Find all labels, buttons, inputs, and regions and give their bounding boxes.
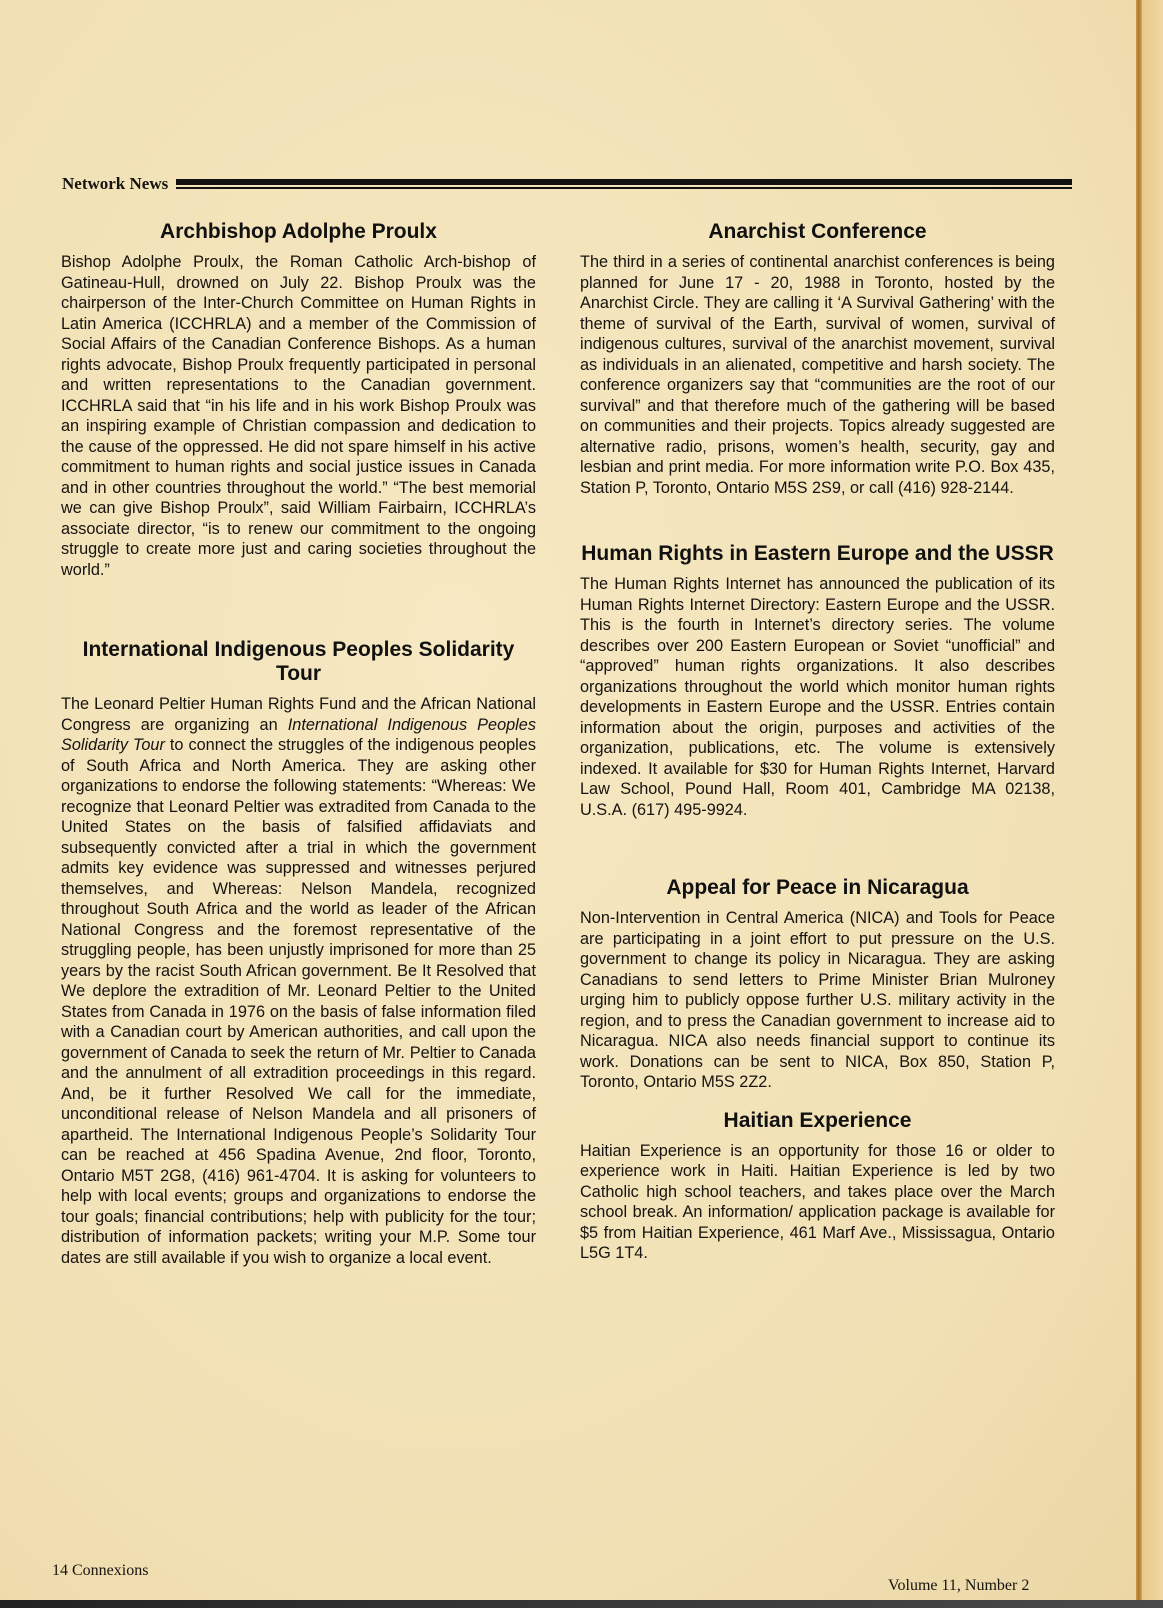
- article-title: Appeal for Peace in Nicaragua: [666, 876, 969, 899]
- article-body: The Human Rights Internet has announced the publication of its Human Rights Internet Directory: Eastern Europe and the USSR. This is the fourth in Internet’s directory series. The volume describes over 200 Eastern European or Soviet “unofficial” and “approved” human rights organizations. It also describes organizations throughout the world which monitor human rights developments in Eastern Europe and the USSR. Entries contain information about the origin, purposes and activities of the organization, publications, etc. The volume is extensively indexed. It available for $30 for Human Rights Internet, Harvard Law School, Pound Hall, Room 401, Cambridge MA 02138, U.S.A. (617) 495-9924.: [580, 575, 1055, 819]
- scan-bottom-edge: [0, 1600, 1163, 1608]
- article-title: Anarchist Conference: [708, 220, 927, 243]
- article-human-rights-eastern-europe: [580, 542, 1055, 820]
- article-haitian-experience: [580, 1109, 1055, 1264]
- article-title: Haitian Experience: [723, 1108, 912, 1132]
- section-label: Network News: [62, 174, 169, 193]
- masthead-rule: [176, 177, 1072, 191]
- article-archbishop-proulx: [61, 220, 536, 580]
- article-anarchist-conference: [580, 220, 1055, 498]
- article-body: Bishop Adolphe Proulx, the Roman Catholic Arch-bishop of Gatineau-Hull, drowned on July 22. Bishop Proulx was the chairperson of the Inter-Church Committee on Human Rights in Latin America (ICCHRLA) and a member of the Commission of Social Affairs of the Canadian Conference Bishops. As a human rights advocate, Bishop Proulx frequently participated in personal and written representations to the Canadian government. ICCHRLA said that “in his life and in his work Bishop Proulx was an inspiring example of Christian compassion and dedication to the cause of the oppressed. He did not spare himself in his active commitment to human rights and social justice issues in Canada and in other countries throughout the world.” “The best memorial we can give Bishop Proulx”, said William Fairbairn, ICCHRLA’s associate director, “is to renew our commitment to the ongoing struggle to create more just and caring societies throughout the world.”: [61, 253, 536, 579]
- issue-label: Volume 11, Number 2: [888, 1577, 1030, 1594]
- adjacent-page-edge: [1142, 0, 1163, 1608]
- article-solidarity-tour: [61, 638, 536, 1268]
- right-column: [580, 220, 1055, 1264]
- left-column: [61, 220, 536, 1268]
- article-body: Haitian Experience is an opportunity for those 16 or older to experience work in Haiti. Haitian Experience is led by two Catholic high school teachers, and takes place over the March school break. An information/ application package is available for $5 from Haitian Experience, 461 Marf Ave., Mississagua, Ontario L5G 1T4.: [580, 1141, 1055, 1262]
- article-body-rest: to connect the struggles of the indigenous peoples of South Africa and North America. They are asking other organizations to endorse the following statements: “Whereas: We recognize that Leonard Peltier was extradited from Canada to the United States on the basis of falsified affidaviats and subsequently convicted after a trial in which the government admits key evidence was suppressed and witnesses perjured themselves, and Whereas: Nelson Mandela, recognized throughout South Africa and the world as leader of the African National Congress and the foremost representative of the struggling people, has been unjustly imprisoned for more than 25 years by the racist South African government. Be It Resolved that We deplore the extradition of Mr. Leonard Peltier to the United States from Canada in 1976 on the basis of false information filed with a Canadian court by American authorities, and call upon the government of Canada to seek the return of Mr. Peltier to Canada and the annulment of all extradition proceedings in this regard. And, be it further Resolved We call for the immediate, unconditional release of Nelson Mandela and all prisoners of apartheid. The International Indigenous People’s Solidarity Tour can be reached at 456 Spadina Avenue, 2nd floor, Toronto, Ontario M5T 2G8, (416) 961-4704. It is asking for volunteers to help with local events; groups and organizations to endorse the tour goals; financial contributions; help with publicity for the tour; distribution of information packets; writing your M.P. Some tour dates are still available if you wish to organize a local event.: [61, 736, 536, 1267]
- article-title: Archbishop Adolphe Proulx: [160, 220, 437, 243]
- article-body: [61, 694, 536, 1268]
- article-body-italic-title: International Indigenous Peoples Solidarity Tour: [61, 715, 536, 754]
- article-title: International Indigenous Peoples Solidarity Tour: [82, 638, 515, 685]
- article-body: The third in a series of continental anarchist conferences is being planned for June 17 - 20, 1988 in Toronto, hosted by the Anarchist Circle. They are calling it ‘A Survival Gathering’ with the theme of survival of the Earth, survival of women, survival of indigenous cultures, survival of the anarchist movement, survival as individuals in an alienated, competitive and harsh society. The conference organizers say that “communities are the root of our survival” and that therefore much of the gathering will be based on communities and their projects. Topics already suggested are alternative radio, prisons, women’s health, security, gay and lesbian and print media. For more information write P.O. Box 435, Station P, Toronto, Ontario M5S 2S9, or call (416) 928-2144.: [580, 253, 1055, 497]
- article-body-intro: The Leonard Peltier Human Rights Fund and the African National Congress are organizing an: [61, 695, 536, 734]
- page-number-label: 14 Connexions: [52, 1562, 149, 1579]
- masthead-rule-thick: [176, 179, 1072, 185]
- section-masthead: [62, 174, 1072, 194]
- article-title: Human Rights in Eastern Europe and the USSR: [581, 542, 1054, 565]
- article-peace-nicaragua: [580, 876, 1055, 1093]
- masthead-rule-thin: [176, 187, 1072, 189]
- article-body: Non-Intervention in Central America (NICA) and Tools for Peace are participating in a joint effort to put pressure on the U.S. government to change its policy in Nicaragua. They are asking Canadians to send letters to Prime Minister Brian Mulroney urging him to publicly oppose further U.S. military activity in the region, and to press the Canadian government to increase aid to Nicaragua. NICA also needs financial support to continue its work. Donations can be sent to NICA, Box 850, Station P, Toronto, Ontario M5S 2Z2.: [580, 909, 1055, 1091]
